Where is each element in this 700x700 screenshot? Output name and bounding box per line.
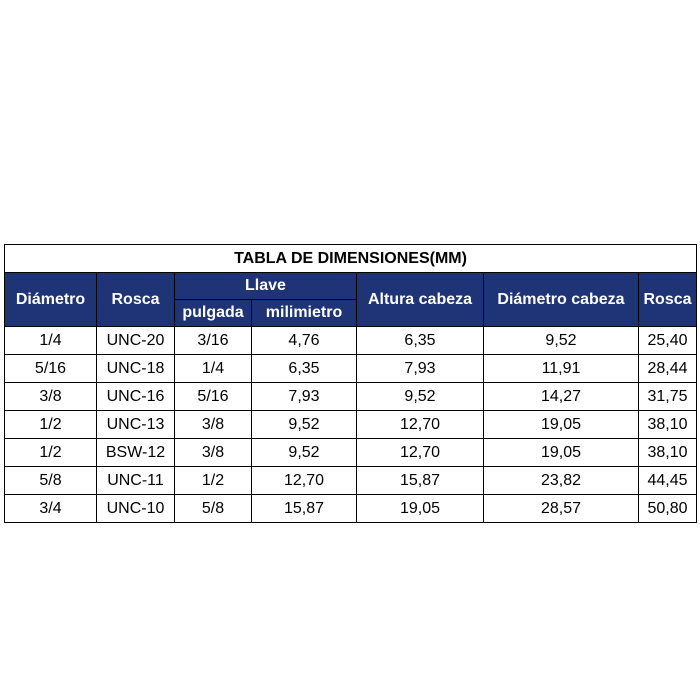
cell-diametro-cabeza: 19,05 [484,439,639,467]
cell-altura-cabeza: 12,70 [357,411,484,439]
table-row [5,411,697,439]
cell-diametro: 3/4 [5,495,97,523]
cell-rosca-end: 25,40 [639,327,697,355]
cell-milimietro: 7,93 [252,383,357,411]
header-altura-cabeza: Altura cabeza [357,273,484,327]
cell-altura-cabeza: 12,70 [357,439,484,467]
cell-pulgada: 1/2 [175,467,252,495]
cell-diametro: 1/4 [5,327,97,355]
cell-rosca: UNC-16 [97,383,175,411]
table-row [5,467,697,495]
table-row [5,495,697,523]
cell-milimietro: 9,52 [252,439,357,467]
header-milimietro: milimietro [252,300,357,327]
table-body [5,327,697,523]
cell-pulgada: 3/8 [175,411,252,439]
cell-altura-cabeza: 19,05 [357,495,484,523]
cell-diametro-cabeza: 19,05 [484,411,639,439]
cell-pulgada: 5/16 [175,383,252,411]
cell-diametro: 3/8 [5,383,97,411]
header-diametro-cabeza: Diámetro cabeza [484,273,639,327]
cell-pulgada: 1/4 [175,355,252,383]
cell-milimietro: 12,70 [252,467,357,495]
cell-pulgada: 3/8 [175,439,252,467]
cell-diametro-cabeza: 14,27 [484,383,639,411]
cell-diametro: 1/2 [5,439,97,467]
cell-milimietro: 4,76 [252,327,357,355]
cell-rosca: UNC-10 [97,495,175,523]
cell-altura-cabeza: 15,87 [357,467,484,495]
cell-milimietro: 9,52 [252,411,357,439]
cell-diametro-cabeza: 9,52 [484,327,639,355]
cell-rosca-end: 38,10 [639,439,697,467]
cell-rosca-end: 50,80 [639,495,697,523]
cell-diametro: 1/2 [5,411,97,439]
header-pulgada: pulgada [175,300,252,327]
cell-rosca: UNC-11 [97,467,175,495]
cell-rosca-end: 38,10 [639,411,697,439]
table-row [5,355,697,383]
cell-rosca-end: 44,45 [639,467,697,495]
cell-diametro: 5/8 [5,467,97,495]
table-row [5,383,697,411]
cell-altura-cabeza: 7,93 [357,355,484,383]
dimensions-table-container [4,244,696,523]
cell-rosca: UNC-13 [97,411,175,439]
cell-altura-cabeza: 9,52 [357,383,484,411]
cell-diametro-cabeza: 23,82 [484,467,639,495]
header-diametro: Diámetro [5,273,97,327]
cell-milimietro: 15,87 [252,495,357,523]
dimensions-table [4,244,697,523]
cell-pulgada: 5/8 [175,495,252,523]
table-row [5,327,697,355]
cell-pulgada: 3/16 [175,327,252,355]
cell-altura-cabeza: 6,35 [357,327,484,355]
cell-rosca: UNC-20 [97,327,175,355]
header-llave: Llave [175,273,357,300]
cell-rosca-end: 31,75 [639,383,697,411]
cell-rosca-end: 28,44 [639,355,697,383]
cell-diametro: 5/16 [5,355,97,383]
header-rosca: Rosca [97,273,175,327]
cell-diametro-cabeza: 28,57 [484,495,639,523]
cell-diametro-cabeza: 11,91 [484,355,639,383]
cell-rosca: UNC-18 [97,355,175,383]
table-title: TABLA DE DIMENSIONES(MM) [5,245,697,273]
header-rosca-end: Rosca [639,273,697,327]
cell-milimietro: 6,35 [252,355,357,383]
table-row [5,439,697,467]
cell-rosca: BSW-12 [97,439,175,467]
